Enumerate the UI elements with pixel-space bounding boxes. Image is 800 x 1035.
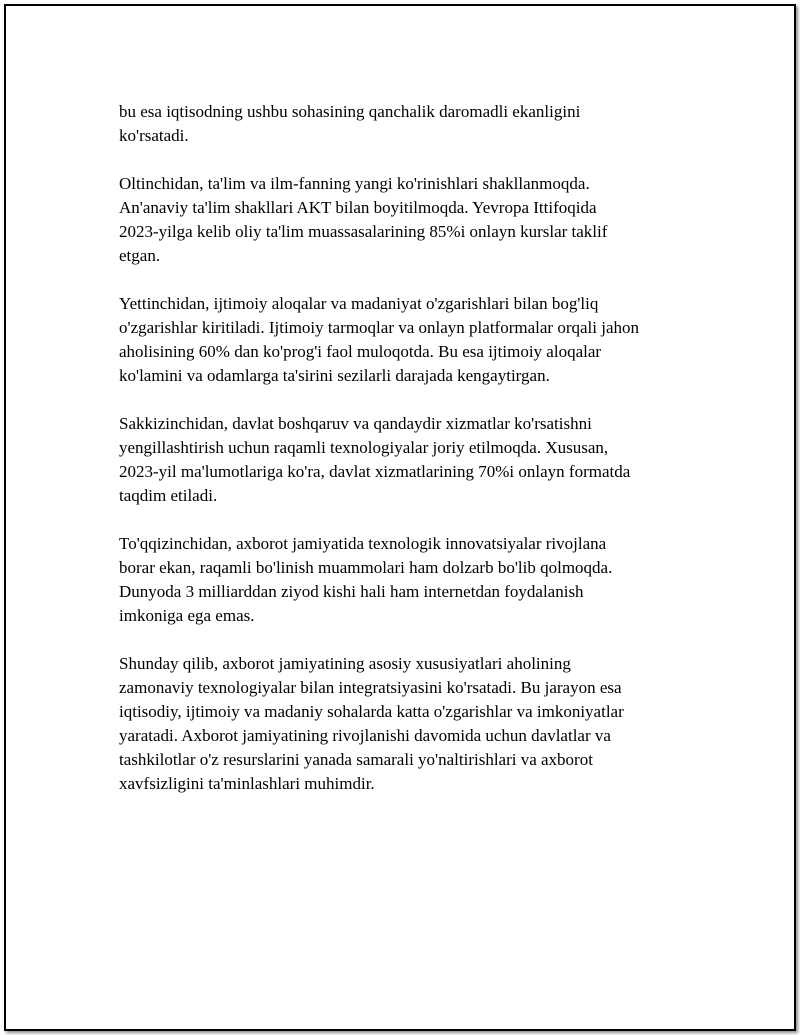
- text-line: Yettinchidan, ijtimoiy aloqalar va madaniyat o'zgarishlari bilan bog'liq: [119, 294, 599, 313]
- paragraph-4: [119, 412, 679, 508]
- text-line: yaratadi. Axborot jamiyatining rivojlanishi davomida uchun davlatlar va: [119, 726, 611, 745]
- text-line: Dunyoda 3 milliarddan ziyod kishi hali ham internetdan foydalanish: [119, 582, 584, 601]
- text-line: ko'lamini va odamlarga ta'sirini sezilarli darajada kengaytirgan.: [119, 366, 550, 385]
- text-line: iqtisodiy, ijtimoiy va madaniy sohalarda katta o'zgarishlar va imkoniyatlar: [119, 702, 624, 721]
- paragraph-5: [119, 532, 679, 628]
- text-line: An'anaviy ta'lim shakllari AKT bilan boyitilmoqda. Yevropa Ittifoqida: [119, 198, 597, 217]
- paragraph-2: [119, 172, 679, 268]
- document-body: [119, 100, 679, 820]
- text-line: imkoniga ega emas.: [119, 606, 255, 625]
- text-line: tashkilotlar o'z resurslarini yanada samarali yo'naltirishlari va axborot: [119, 750, 593, 769]
- document-page: [4, 4, 796, 1031]
- text-line: Shunday qilib, axborot jamiyatining asosiy xususiyatlari aholining: [119, 654, 571, 673]
- text-line: borar ekan, raqamli bo'linish muammolari ham dolzarb bo'lib qolmoqda.: [119, 558, 613, 577]
- text-line: xavfsizligini ta'minlashlari muhimdir.: [119, 774, 375, 793]
- text-line: Sakkizinchidan, davlat boshqaruv va qandaydir xizmatlar ko'rsatishni: [119, 414, 592, 433]
- text-line: etgan.: [119, 246, 161, 265]
- text-line: 2023-yil ma'lumotlariga ko'ra, davlat xizmatlarining 70%i onlayn formatda: [119, 462, 631, 481]
- text-line: taqdim etiladi.: [119, 486, 218, 505]
- text-line: aholisining 60% dan ko'prog'i faol muloqotda. Bu esa ijtimoiy aloqalar: [119, 342, 602, 361]
- text-line: ko'rsatadi.: [119, 126, 189, 145]
- text-line: o'zgarishlar kiritiladi. Ijtimoiy tarmoqlar va onlayn platformalar orqali jahon: [119, 318, 639, 337]
- text-line: bu esa iqtisodning ushbu sohasining qanchalik daromadli ekanligini: [119, 102, 581, 121]
- text-line: To'qqizinchidan, axborot jamiyatida texnologik innovatsiyalar rivojlana: [119, 534, 607, 553]
- text-line: Oltinchidan, ta'lim va ilm-fanning yangi ko'rinishlari shakllanmoqda.: [119, 174, 590, 193]
- paragraph-1: [119, 100, 679, 148]
- paragraph-3: [119, 292, 679, 388]
- text-line: zamonaviy texnologiyalar bilan integratsiyasini ko'rsatadi. Bu jarayon esa: [119, 678, 622, 697]
- text-line: 2023-yilga kelib oliy ta'lim muassasalarining 85%i onlayn kurslar taklif: [119, 222, 608, 241]
- paragraph-6: [119, 652, 679, 796]
- text-line: yengillashtirish uchun raqamli texnologiyalar joriy etilmoqda. Xususan,: [119, 438, 609, 457]
